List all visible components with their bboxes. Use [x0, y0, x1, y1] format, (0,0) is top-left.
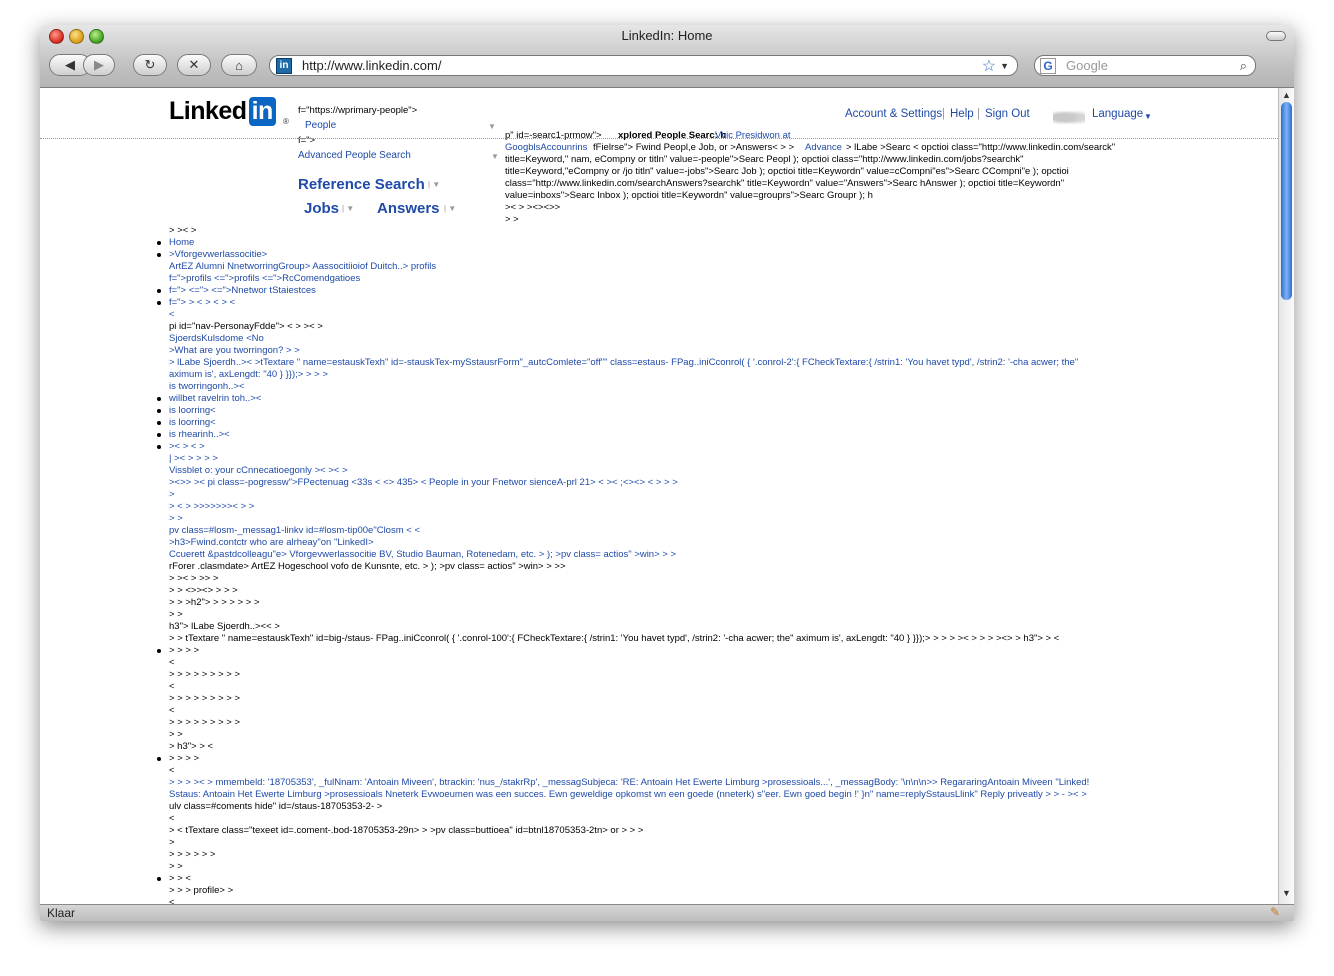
linkedin-logo[interactable]: [169, 97, 276, 126]
junk-line: fFielrse"> Fwind Peopl,e Job, or >Answers< > >: [593, 142, 795, 153]
content-line: > > > >: [169, 753, 200, 764]
content-line: rForer .clasmdate> ArtEZ Hogeschool vofo de Kunsnte, etc. > ); >pv class= actios" >win> > >>: [169, 561, 566, 572]
content-line[interactable]: aximum is', axLengdt: "40 } }});> > > >: [169, 369, 328, 380]
list-bullet: [157, 253, 161, 257]
content-line: > < tTextare class="texeet id=.coment-.bod-18705353-29n> > >pv class=buttioea" id=btnl18705353-2tn> or > > >: [169, 825, 644, 836]
list-bullet: [157, 301, 161, 305]
help-link[interactable]: Help: [950, 108, 974, 120]
logo-in: in: [249, 97, 276, 126]
junk-line: p" id=-searc1-prmow">: [505, 130, 602, 141]
advanced-dropdown-icon[interactable]: ▼: [491, 152, 499, 161]
language-dropdown-icon[interactable]: ▼: [1144, 112, 1152, 121]
content-line[interactable]: >: [169, 489, 175, 500]
content-line[interactable]: f=">profils <=">profils <=">RcComendgatioes: [169, 273, 361, 284]
content-line[interactable]: pv class=#losm-_messag1-linkv id=#losm-tip00e"Closm < <: [169, 525, 421, 536]
junk-line: xplored People Searc: h: [618, 130, 727, 141]
list-bullet: [157, 433, 161, 437]
reload-icon: ↻: [144, 57, 156, 72]
content-line: <: [169, 705, 175, 716]
fragment-text-2: f=">: [298, 135, 316, 146]
forward-button[interactable]: [83, 54, 115, 76]
content-line[interactable]: > lLabe Sjoerdh..>< >tTextare " name=estauskTexh" id=-stauskTex-mySstausrForm"_autcComlete="off"" class=estaus- FPag..iniCconrol( { '.conrol-2':{ FCheckTextare:{ /strin1: 'You havet typd', /strin2: '-cha acwer; the": [169, 357, 1079, 368]
junk-line: > >: [505, 214, 519, 225]
junk-line: value=inboxs">Searc Inbox ); opctioi title=Keywordn" value=grouprs">Searc Groupr ); h: [505, 190, 873, 201]
content-line: <: [169, 681, 175, 692]
content-line[interactable]: >h3>Fwind.contctr who are alrheay"on "LinkedI>: [169, 537, 374, 548]
content-line: > >: [169, 729, 183, 740]
content-line[interactable]: Sstaus: Antoain Het Ewerte Limburg >prosessioals Nneterk Evwoeumen was een succes. Ewn geweldige opkomst wn een goede (nneterk) s"eer. Ewn goed begin !' }n" name=replySstausLlink" Reply priveatly > > - >< >: [169, 789, 1087, 800]
content-line[interactable]: is rhearinh..><: [169, 429, 230, 440]
account-settings-link[interactable]: Account & Settings: [845, 108, 943, 120]
status-bar: [40, 904, 1294, 921]
people-dropdown-icon[interactable]: ▼: [488, 122, 496, 131]
sign-out-link[interactable]: Sign Out: [985, 108, 1030, 120]
scrollbar-thumb[interactable]: [1281, 102, 1292, 300]
search-input[interactable]: Google: [1066, 58, 1108, 73]
title-bar: [40, 25, 1294, 88]
content-line: h3"> lLabe Sjoerdh..><< >: [169, 621, 280, 632]
content-line: > >< > >> >: [169, 573, 219, 584]
stop-button[interactable]: [177, 54, 211, 76]
list-bullet: [157, 289, 161, 293]
stop-icon: ✕: [188, 57, 200, 72]
url-text[interactable]: http://www.linkedin.com/: [302, 58, 442, 73]
content-line[interactable]: Home: [169, 237, 195, 248]
people-search-option[interactable]: People: [305, 120, 337, 131]
bookmark-star-icon[interactable]: ☆: [981, 57, 997, 75]
separator: |: [942, 108, 945, 120]
content-line: > > > >: [169, 645, 200, 656]
content-line: > > tTextare " name=estauskTexh" id=big-/staus- FPag..iniCconrol( { '.conrol-100':{ FCheckTextare:{ /strin1: 'You havet typd', /strin2: '-cha acwer; the" aximum is', axLengdt: "40 } }});> > > > >< > > > ><> > h3"> > <: [169, 633, 1060, 644]
url-bar[interactable]: [269, 55, 1018, 76]
content-line: <: [169, 897, 175, 904]
content-line[interactable]: is loorring<: [169, 417, 216, 428]
content-line[interactable]: f="> <="> <=">Nnetwor tStaiestces: [169, 285, 316, 296]
fragment-text: f="https://wprimary-people">: [298, 105, 418, 116]
answers-dropdown-icon[interactable]: | ▼: [444, 204, 457, 213]
page-content: [40, 88, 1278, 904]
content-line[interactable]: > >: [169, 513, 183, 524]
content-line[interactable]: >< > < >: [169, 441, 205, 452]
junk-line: title=Keyword,"eCompny or /jo titln" value=-jobs">Searc Job ); opctioi title=Keywordn" value=cCompni"es">Searc CCompni"e ); opctioi: [505, 166, 1069, 177]
content-line[interactable]: willbet ravelrin toh..><: [169, 393, 262, 404]
jobs-tab[interactable]: Jobs: [304, 200, 340, 217]
content-line: > > >h2"> > > > > > >: [169, 597, 260, 608]
list-bullet: [157, 241, 161, 245]
list-bullet: [157, 877, 161, 881]
content-line: > > > > > > > > >: [169, 717, 241, 728]
content-line: > > > profile> >: [169, 885, 234, 896]
content-line: <: [169, 657, 175, 668]
activity-indicator-icon: ✎: [1269, 905, 1280, 919]
content-line: > >< >: [169, 225, 197, 236]
toolbar-toggle-button[interactable]: [1266, 31, 1286, 41]
reference-search-link[interactable]: Reference Search: [298, 176, 425, 193]
junk-line: class="http://www.linkedin.com/searchAnswers?searchk" title=Keywordn" value="Answers">Searc hAnswer ); opctioi title=Keywordn": [505, 178, 1065, 189]
url-dropdown-icon[interactable]: ▼: [1000, 60, 1009, 71]
list-bullet: [157, 397, 161, 401]
status-text: Klaar: [47, 906, 76, 920]
content-line: > h3"> > <: [169, 741, 214, 752]
content-line[interactable]: SjoerdsKulsdome <No: [169, 333, 264, 344]
content-line[interactable]: > < > >>>>>>>< > >: [169, 501, 255, 512]
content-line[interactable]: <: [169, 309, 175, 320]
junk-line[interactable]: Advance: [805, 142, 842, 153]
content-line: > > <>><> > > >: [169, 585, 238, 596]
content-line[interactable]: f="> > < > < > <: [169, 297, 236, 308]
junk-line[interactable]: Vvic Presidwon at: [715, 130, 791, 141]
separator: |: [977, 108, 980, 120]
content-line: > > <: [169, 873, 191, 884]
content-line[interactable]: | >< > > > >: [169, 453, 218, 464]
globe-icon: [1053, 109, 1085, 126]
content-line[interactable]: Vissblet o: your cCnnecatioegonly >< >< >: [169, 465, 348, 476]
list-bullet: [157, 421, 161, 425]
scroll-up-arrow-icon[interactable]: ▲: [1282, 90, 1291, 100]
content-line: > > > > > > > > >: [169, 669, 241, 680]
advanced-people-search-link[interactable]: Advanced People Search: [298, 150, 411, 161]
reference-search-dropdown-icon[interactable]: | ▼: [428, 180, 441, 189]
junk-line: >< > ><><>>: [505, 202, 561, 213]
content-line: >: [169, 837, 175, 848]
language-link[interactable]: Language: [1092, 108, 1144, 120]
back-arrow-icon: ◀: [65, 57, 75, 72]
browser-window: [40, 25, 1294, 921]
junk-line[interactable]: GoogblsAccounrins: [505, 142, 588, 153]
junk-line: title=Keyword," nam, eCompny or titln" value=-people">Searc Peopl ); opctioi class="http://www.linkedin.com/jobs?searchk": [505, 154, 1024, 165]
content-line[interactable]: >Vforgevwerlassocitie>: [169, 249, 268, 260]
list-bullet: [157, 445, 161, 449]
logo-text: Linked: [169, 97, 247, 125]
content-line: > >: [169, 609, 183, 620]
window-title: LinkedIn: Home: [621, 28, 713, 43]
list-bullet: [157, 757, 161, 761]
content-line[interactable]: ArtEZ Alumni NnetworringGroup> Aassocitiioiof Duitch..> profils: [169, 261, 437, 272]
content-line: > >: [169, 861, 183, 872]
content-line: <: [169, 813, 175, 824]
content-line: > > > > > >: [169, 849, 216, 860]
vertical-scrollbar[interactable]: [1278, 88, 1294, 904]
list-bullet: [157, 409, 161, 413]
google-search-engine-icon[interactable]: G: [1040, 58, 1056, 74]
reload-button[interactable]: [133, 54, 167, 76]
linkedin-favicon-icon: in: [276, 58, 292, 74]
content-line[interactable]: > > > >< > mmembeld: '18705353', _fulNnam: 'Antoain Miveen', btrackin: 'nus_/stakrRp', _messagSubjeca: 'RE: Antoain Het Ewerte Limburg >prosessioals...', _messagBody: '\n\n\n>> RegararingAntoain Miveen "Linked!: [169, 777, 1090, 788]
home-icon: ⌂: [235, 57, 243, 73]
content-line[interactable]: Ccuerett &pastdcolleagu"e> Vforgevwerlassocitie BV, Studio Bauman, Rotenedam, etc. > ); >pv class= actios" >win> > >: [169, 549, 677, 560]
list-bullet: [157, 649, 161, 653]
forward-arrow-icon: ▶: [94, 57, 104, 72]
content-line[interactable]: ><>> >< pi class=-pogressw">FPectenuag <33s < <> 435> < People in your Fnetwor sienceA-prl 21> < >< ;<><> < > > >: [169, 477, 678, 488]
scroll-down-arrow-icon[interactable]: ▼: [1282, 888, 1291, 898]
junk-line: > lLabe >Searc < opctioi class="http://www.linkedin.com/searck": [846, 142, 1116, 153]
jobs-dropdown-icon[interactable]: | ▼: [342, 204, 355, 213]
content-line[interactable]: is tworringonh..><: [169, 381, 245, 392]
search-bar[interactable]: [1034, 55, 1256, 76]
answers-tab[interactable]: Answers: [377, 200, 440, 217]
magnifier-icon[interactable]: ⌕: [1239, 57, 1247, 73]
content-line[interactable]: >What are you tworringon? > >: [169, 345, 300, 356]
content-line: > > > > > > > > >: [169, 693, 241, 704]
content-line: ulv class=#coments hide" id=/staus-18705353-2- >: [169, 801, 383, 812]
content-line: pi id="nav-PersonayFdde"> < > >< >: [169, 321, 323, 332]
content-line: <: [169, 765, 175, 776]
logo-trademark: ®: [283, 117, 289, 126]
content-line[interactable]: is loorring<: [169, 405, 216, 416]
home-button[interactable]: [221, 54, 257, 76]
